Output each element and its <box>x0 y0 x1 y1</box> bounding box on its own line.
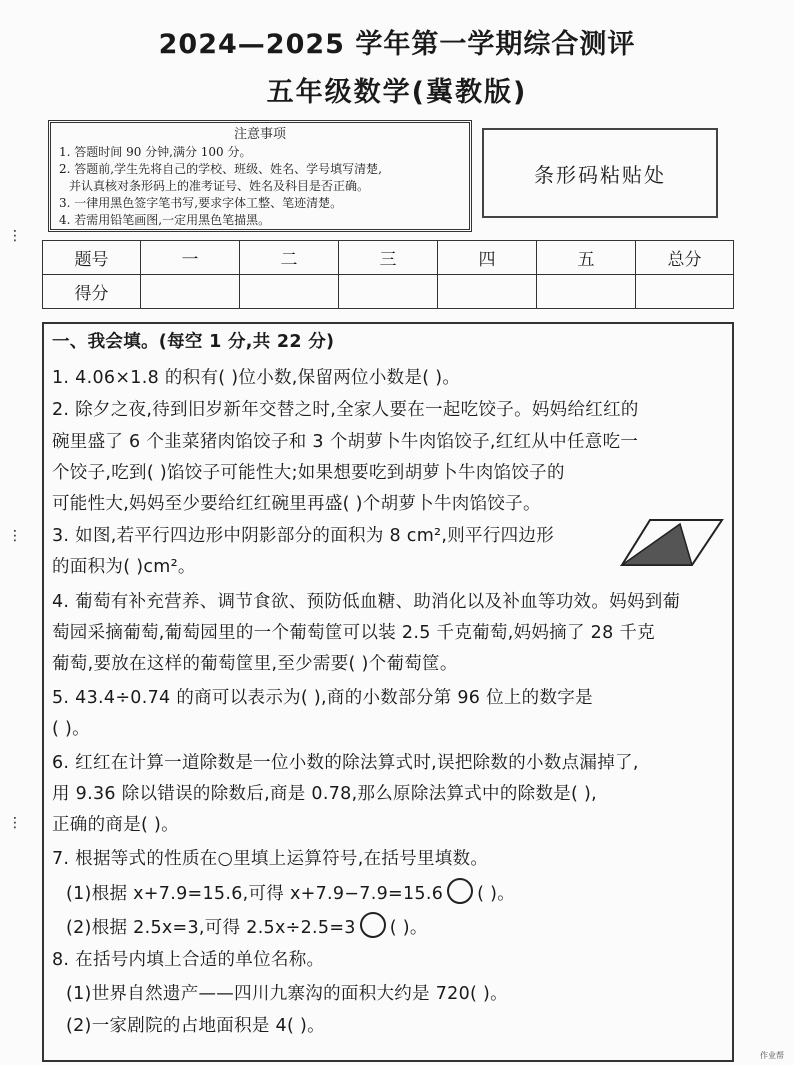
watermark-logo: 作业帮 <box>760 1051 784 1060</box>
notice-item: 3. 一律用黑色签字笔书写,要求字体工整、笔迹清楚。 <box>59 196 343 210</box>
question-line: 正确的商是( )。 <box>52 815 179 835</box>
question-line: 7. 根据等式的性质在○里填上运算符号,在括号里填数。 <box>52 849 489 869</box>
operator-circle[interactable] <box>447 878 473 904</box>
question-line: 1. 4.06×1.8 的积有( )位小数,保留两位小数是( )。 <box>52 368 461 388</box>
question-line: 用 9.36 除以错误的除数后,商是 0.78,那么原除法算式中的除数是( ), <box>52 784 598 804</box>
table-cell: 三 <box>339 241 438 275</box>
table-cell: 五 <box>537 241 636 275</box>
margin-mark: ⋮ <box>8 528 22 544</box>
question-line: 的面积为( )cm²。 <box>52 557 196 577</box>
barcode-label: 条形码粘贴处 <box>534 162 666 187</box>
answer-blank[interactable]: ( )。 <box>477 884 516 904</box>
notice-item: 2. 答题前,学生先将自己的学校、班级、姓名、学号填写清楚, <box>59 162 382 176</box>
section-heading: 一、我会填。(每空 1 分,共 22 分) <box>52 332 335 352</box>
notice-box <box>48 120 472 232</box>
question-line: 可能性大,妈妈至少要给红红碗里再盛( )个胡萝卜牛肉馅饺子。 <box>52 494 541 514</box>
parallelogram-figure <box>620 518 724 568</box>
score-cell[interactable] <box>339 275 438 309</box>
question-line: 6. 红红在计算一道除数是一位小数的除法算式时,误把除数的小数点漏掉了, <box>52 753 639 773</box>
question-line: 4. 葡萄有补充营养、调节食欲、预防低血糖、助消化以及补血等功效。妈妈到葡 <box>52 592 681 612</box>
question-line: 葡萄,要放在这样的葡萄筐里,至少需要( )个葡萄筐。 <box>52 654 458 674</box>
question-line: 5. 43.4÷0.74 的商可以表示为( ),商的小数部分第 96 位上的数字是 <box>52 688 593 708</box>
question-line: 萄园采摘葡萄,葡萄园里的一个葡萄筐可以装 2.5 千克葡萄,妈妈摘了 28 千克 <box>52 623 655 643</box>
page-subtitle: 五年级数学(冀教版) <box>266 77 528 108</box>
question-line: (2)一家剧院的占地面积是 4( )。 <box>66 1016 325 1036</box>
question-line: 2. 除夕之夜,待到旧岁新年交替之时,全家人要在一起吃饺子。妈妈给红红的 <box>52 400 639 420</box>
shaded-triangle <box>622 524 692 565</box>
score-table <box>42 240 734 309</box>
question-line: 8. 在括号内填上合适的单位名称。 <box>52 950 325 970</box>
question-line <box>66 912 428 939</box>
question-text: (2)根据 2.5x=3,可得 2.5x÷2.5=3 <box>66 918 356 938</box>
table-cell: 总分 <box>636 241 734 275</box>
notice-item: 4. 若需用铅笔画图,一定用黑色笔描黑。 <box>59 213 271 227</box>
score-cell[interactable] <box>141 275 240 309</box>
question-line <box>66 878 515 905</box>
notice-item: 并认真核对条形码上的准考证号、姓名及科目是否正确。 <box>69 179 370 193</box>
table-cell: 题号 <box>43 241 141 275</box>
table-cell: 得分 <box>43 275 141 309</box>
table-cell: 四 <box>438 241 537 275</box>
score-row <box>43 275 734 309</box>
question-line: ( )。 <box>52 719 90 739</box>
table-cell: 一 <box>141 241 240 275</box>
margin-mark: ⋮ <box>8 228 22 244</box>
page-title: 2024—2025 学年第一学期综合测评 <box>158 29 636 60</box>
score-header-row <box>43 241 734 275</box>
score-cell[interactable] <box>636 275 734 309</box>
table-cell: 二 <box>240 241 339 275</box>
score-cell[interactable] <box>438 275 537 309</box>
operator-circle[interactable] <box>360 912 386 938</box>
barcode-area <box>482 128 718 218</box>
score-cell[interactable] <box>537 275 636 309</box>
notice-title: 注意事项 <box>233 127 286 142</box>
question-line: 3. 如图,若平行四边形中阴影部分的面积为 8 cm²,则平行四边形 <box>52 526 555 546</box>
score-cell[interactable] <box>240 275 339 309</box>
margin-mark: ⋮ <box>8 815 22 831</box>
question-line: (1)世界自然遗产——四川九寨沟的面积大约是 720( )。 <box>66 984 508 1004</box>
answer-blank[interactable]: ( )。 <box>389 918 428 938</box>
notice-item: 1. 答题时间 90 分钟,满分 100 分。 <box>59 145 252 159</box>
question-text: (1)根据 x+7.9=15.6,可得 x+7.9−7.9=15.6 <box>66 884 444 904</box>
question-line: 碗里盛了 6 个韭菜猪肉馅饺子和 3 个胡萝卜牛肉馅饺子,红红从中任意吃一 <box>52 432 639 452</box>
question-line: 个饺子,吃到( )馅饺子可能性大;如果想要吃到胡萝卜牛肉馅饺子的 <box>52 463 565 483</box>
